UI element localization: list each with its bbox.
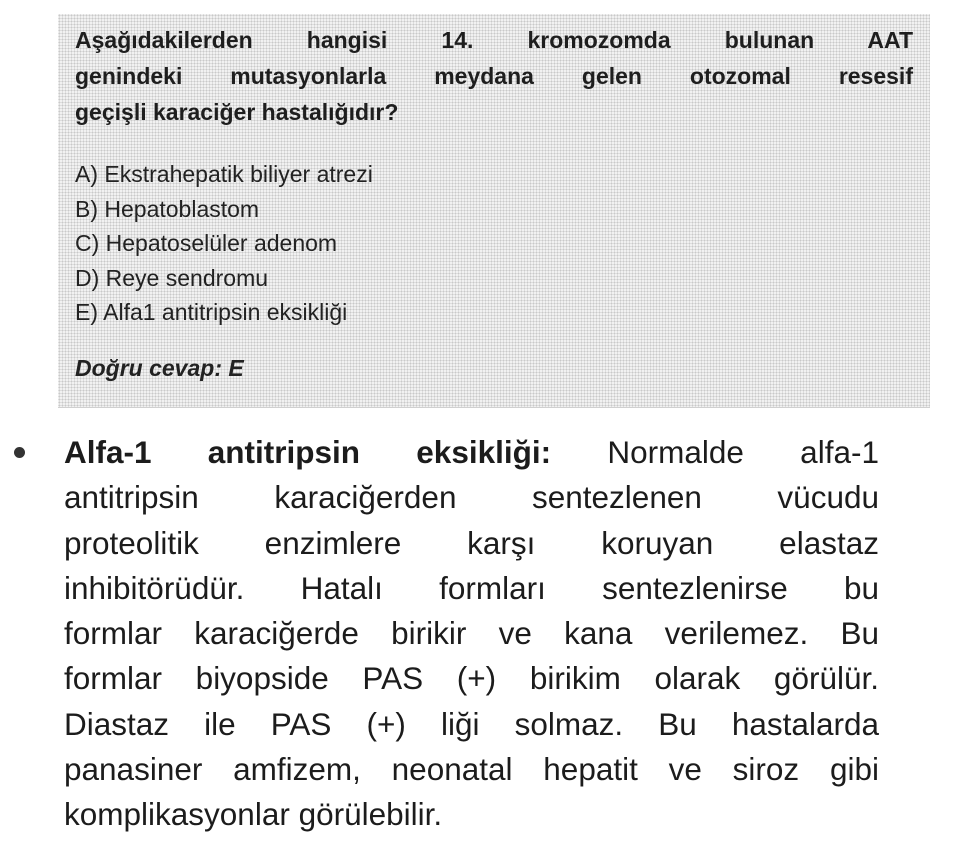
explanation-line: panasiner amfizem, neonatal hepatit ve siroz gibi: [64, 751, 879, 788]
option-b: B) Hepatoblastom: [75, 195, 260, 222]
option-d: D) Reye sendromu: [75, 264, 269, 291]
question-line: Aşağıdakilerden hangisi 14. kromozomda bulunan AAT: [75, 27, 913, 53]
explanation-paragraph: [64, 430, 879, 838]
explanation-line: [64, 430, 879, 475]
explanation-first-line: Normalde alfa-1: [607, 434, 879, 470]
question-line: geçişli karaciğer hastalığıdır?: [75, 99, 399, 125]
explanation-line: inhibitörüdür. Hatalı formları sentezlenirse bu: [64, 569, 879, 606]
explanation-line: proteolitik enzimlere karşı koruyan elastaz: [64, 524, 879, 561]
bullet-icon: [14, 447, 25, 458]
option-c: C) Hepatoselüler adenom: [75, 230, 338, 256]
explanation-line: antitripsin karaciğerden sentezlenen vücudu: [64, 479, 879, 516]
option-a: A) Ekstrahepatik biliyer atrezi: [75, 161, 373, 187]
explanation-line: Diastaz ile PAS (+) liği solmaz. Bu hastalarda: [64, 705, 879, 742]
explanation-line: formlar karaciğerde birikir ve kana verilemez. Bu: [64, 615, 879, 652]
explanation-line: formlar biyopside PAS (+) birikim olarak görülür.: [64, 660, 879, 697]
question-line: genindeki mutasyonlarla meydana gelen otozomal resesif: [75, 63, 913, 89]
answer-options: [75, 157, 373, 330]
explanation-term: Alfa-1 antitripsin eksikliği:: [64, 434, 552, 470]
correct-answer: Doğru cevap: E: [75, 355, 244, 381]
explanation-line: komplikasyonlar görülebilir.: [64, 796, 443, 833]
option-e: E) Alfa1 antitripsin eksikliği: [75, 299, 348, 325]
question-text: [75, 22, 913, 130]
